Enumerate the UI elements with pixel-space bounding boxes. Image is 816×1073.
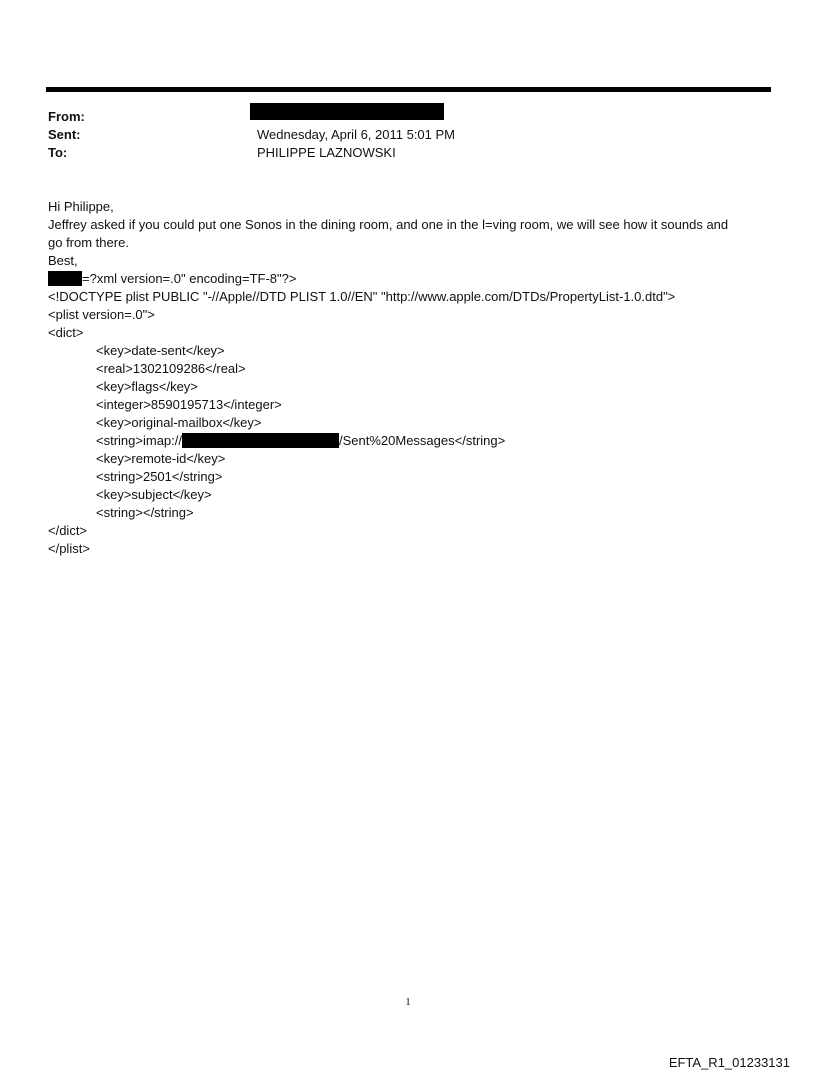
key-original-mailbox: <key>original-mailbox</key> xyxy=(96,415,262,430)
xml-declaration-line xyxy=(48,270,768,288)
dict-close: </dict> xyxy=(48,523,88,538)
key-subject: <key>subject</key> xyxy=(96,487,212,502)
sent-value: Wednesday, April 6, 2011 5:01 PM xyxy=(257,127,456,142)
from-label: From: xyxy=(48,109,85,124)
doctype: <!DOCTYPE plist PUBLIC "-//Apple//DTD PLIST 1.0//EN" "http://www.apple.com/DTDs/PropertyList-1.0.dtd"> xyxy=(48,289,676,304)
value-imap-line xyxy=(48,432,768,450)
bates-id: EFTA_R1_01233131 xyxy=(668,1055,790,1070)
header-rule xyxy=(46,87,771,92)
from-redaction xyxy=(250,103,444,120)
email-body xyxy=(48,198,768,558)
message-line-1: Jeffrey asked if you could put one Sonos in the dining room, and one in the l=ving room, we will see how it sounds and xyxy=(48,217,729,232)
to-value: PHILIPPE LAZNOWSKI xyxy=(257,145,396,160)
value-subject: <string></string> xyxy=(96,505,194,520)
value-remote-id: <string>2501</string> xyxy=(96,469,223,484)
page-number: 1 xyxy=(405,996,411,1008)
plist-close: </plist> xyxy=(48,541,90,556)
xml-declaration: =?xml version=.0" encoding=TF-8"?> xyxy=(82,271,297,286)
plist-open: <plist version=.0"> xyxy=(48,307,155,322)
message-line-2: go from there. xyxy=(48,235,129,250)
xml-redaction xyxy=(48,271,82,286)
imap-redaction xyxy=(182,433,339,448)
value-integer: <integer>8590195713</integer> xyxy=(96,397,282,412)
greeting: Hi Philippe, xyxy=(48,199,114,214)
key-flags: <key>flags</key> xyxy=(96,379,198,394)
imap-prefix: <string>imap:// xyxy=(96,433,182,448)
sent-label: Sent: xyxy=(48,127,81,142)
signoff: Best, xyxy=(48,253,78,268)
key-date-sent: <key>date-sent</key> xyxy=(96,343,225,358)
imap-suffix: /Sent%20Messages</string> xyxy=(339,433,506,448)
dict-open: <dict> xyxy=(48,325,84,340)
key-remote-id: <key>remote-id</key> xyxy=(96,451,226,466)
value-real: <real>1302109286</real> xyxy=(96,361,246,376)
to-label: To: xyxy=(48,145,68,160)
